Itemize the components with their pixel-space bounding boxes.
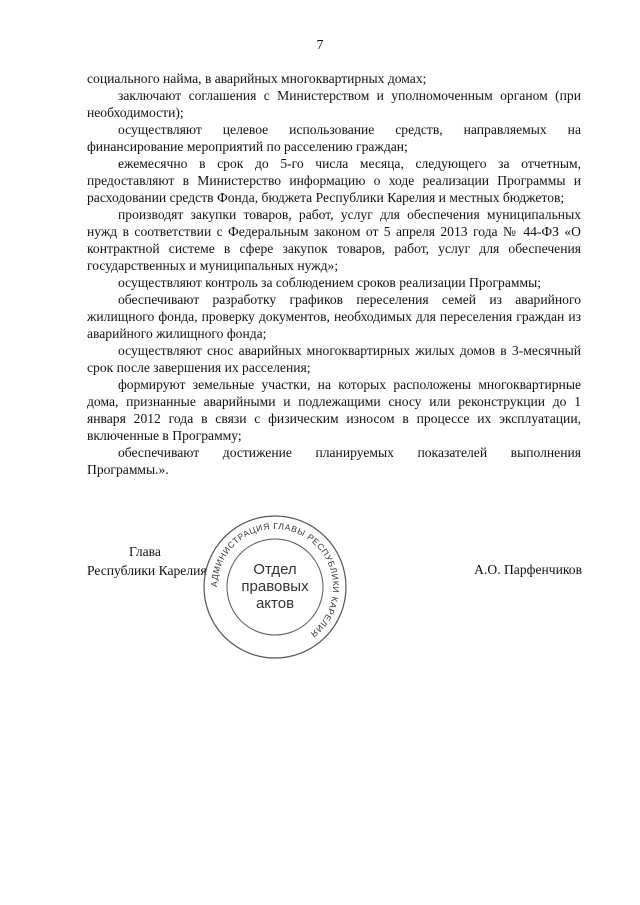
paragraph-8: осуществляют снос аварийных многоквартирных жилых домов в 3-месячный срок после завершения их расселения; — [87, 343, 581, 375]
paragraph-4: ежемесячно в срок до 5-го числа месяца, следующего за отчетным, предоставляют в Министерство информацию о ходе реализации Программы и расходовании средств Фонда, бюджета Республики Карелия и местных бюджетов; — [87, 156, 581, 205]
paragraph-2: заключают соглашения с Министерством и уполномоченным органом (при необходимости); — [87, 88, 581, 120]
paragraph-3: осуществляют целевое использование средств, направляемых на финансирование мероприятий по расселению граждан; — [87, 122, 581, 154]
stamp-center-line1: Отдел — [253, 561, 297, 578]
signature-title-line1: Глава — [129, 544, 161, 559]
page-number: 7 — [316, 38, 324, 53]
paragraph-1: социального найма, в аварийных многоквартирных домах; — [87, 71, 427, 86]
paragraph-6: осуществляют контроль за соблюдением сроков реализации Программы; — [118, 275, 541, 290]
paragraph-9: формируют земельные участки, на которых расположены многоквартирные дома, признанные аварийными и подлежащими сносу или реконструкции до 1 января 2012 года в связи с физическим износом в процессе их эксплуатации, включенные в Программу; — [87, 377, 581, 443]
signature-title-line2: Республики Карелия — [87, 563, 207, 578]
paragraph-7: обеспечивают разработку графиков переселения семей из аварийного жилищного фонда, проверку документов, необходимых для переселения граждан из аварийного жилищного фонда; — [87, 292, 581, 341]
stamp-center-line2: правовых — [241, 578, 309, 595]
signatory-name: А.О. Парфенчиков — [474, 562, 582, 577]
paragraph-10: обеспечивают достижение планируемых показателей выполнения Программы.». — [87, 445, 581, 477]
stamp-center-line3: актов — [255, 595, 295, 612]
official-stamp — [200, 512, 350, 662]
document-body — [87, 70, 581, 478]
paragraph-5: производят закупки товаров, работ, услуг для обеспечения муниципальных нужд в соответствии с Федеральным законом от 5 апреля 2013 года № 44-ФЗ «О контрактной системе в сфере закупок товаров, работ, услуг для обеспечения государственных и муниципальных нужд»; — [87, 207, 581, 273]
stamp-ring-text: АДМИНИСТРАЦИЯ ГЛАВЫ РЕСПУБЛИКИ КАРЕЛИЯ — [208, 520, 342, 640]
